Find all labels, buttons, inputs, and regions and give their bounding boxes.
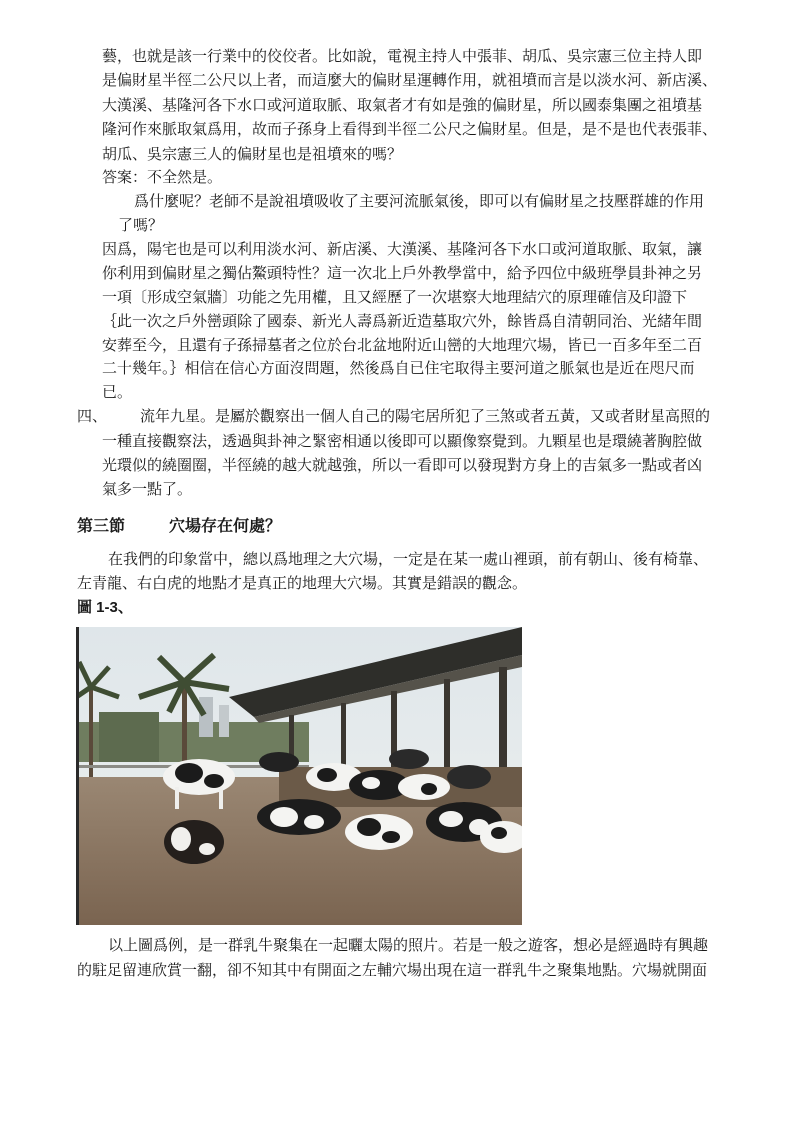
- list-item-line: 光環似的繞圈圈，半徑繞的越大就越強，所以一看即可以發現對方身上的吉氣多一點或者凶: [102, 456, 703, 474]
- body-line: 二十幾年。｝相信在信心方面沒問題，然後爲自已住宅取得主要河道之脈氣也是近在咫尺而: [102, 359, 695, 377]
- body-line: 胡瓜、吳宗憲三人的偏財星也是祖墳來的嗎？: [102, 145, 403, 163]
- body-line: 已。: [102, 383, 133, 401]
- list-marker: 四、: [77, 407, 108, 425]
- body-line: 大漢溪、基隆河各下水口或河道取脈、取氣者才有如是強的偏財星，所以國泰集團之祖墳基: [102, 96, 703, 114]
- list-item-line: 流年九星。是屬於觀察出一個人自己的陽宅居所犯了三煞或者五黃，又或者財星高照的: [140, 407, 711, 425]
- list-item-line: 氣多一點了。: [102, 480, 193, 498]
- body-line: 了嗎？: [118, 216, 164, 234]
- list-item-line: 一種直接觀察法，透過與卦神之緊密相通以後即可以顯像察覺到。九顆星也是環繞著胸腔做: [102, 432, 703, 450]
- intro-line: 在我們的印象當中，總以爲地理之大穴場，一定是在某一處山裡頭，前有朝山、後有椅靠、: [108, 550, 709, 568]
- answer-line: 答案：不全然是。: [102, 168, 223, 186]
- section-title: 穴場存在何處？: [169, 516, 282, 535]
- body-line: ｛此一次之戶外巒頭除了國泰、新光人壽爲新近造墓取穴外，餘皆爲自清朝同治、光緒年間: [102, 312, 703, 330]
- body-line: 因爲，陽宅也是可以利用淡水河、新店溪、大漢溪、基隆河各下水口或河道取脈、取氣，讓: [102, 240, 703, 258]
- body-line: 你利用到偏財星之獨佔鰲頭特性？這一次北上戶外教學當中，給予四位中級班學員卦神之另: [102, 264, 703, 282]
- section-number: 第三節: [77, 516, 126, 535]
- photo-illustration: [79, 627, 522, 925]
- intro-line: 左青龍、右白虎的地點才是真正的地理大穴場。其實是錯誤的觀念。: [77, 574, 528, 592]
- cow-herd-photo: [76, 627, 525, 925]
- figure-label: 圖 1-3、: [77, 599, 133, 616]
- body-line: 安葬至今，且還有子孫掃墓者之位於台北盆地附近山巒的大地理穴場，皆已一百多年至二百: [102, 336, 703, 354]
- closing-line: 的駐足留連欣賞一翻，卻不知其中有開面之左輔穴場出現在這一群乳牛之聚集地點。穴場就開面: [77, 961, 708, 979]
- body-line: 爲什麼呢？老師不是說祖墳吸收了主要河流脈氣後，即可以有偏財星之技壓群雄的作用: [134, 192, 705, 210]
- body-line: 藝，也就是該一行業中的佼佼者。比如說，電視主持人中張菲、胡瓜、吳宗憲三位主持人即: [102, 47, 703, 65]
- closing-line: 以上圖爲例，是一群乳牛聚集在一起曬太陽的照片。若是一般之遊客，想必是經過時有興趣: [108, 936, 709, 954]
- body-line: 一項〔形成空氣牆〕功能之先用權，且又經歷了一次堪察大地理結穴的原理確信及印證下: [102, 288, 688, 306]
- body-line: 隆河作來脈取氣爲用，故而子孫身上看得到半徑二公尺之偏財星。但是，是不是也代表張菲、: [102, 120, 718, 138]
- body-line: 是偏財星半徑二公尺以上者，而這麼大的偏財星運轉作用，就祖墳而言是以淡水河、新店溪、: [102, 71, 718, 89]
- section-heading: [77, 514, 281, 538]
